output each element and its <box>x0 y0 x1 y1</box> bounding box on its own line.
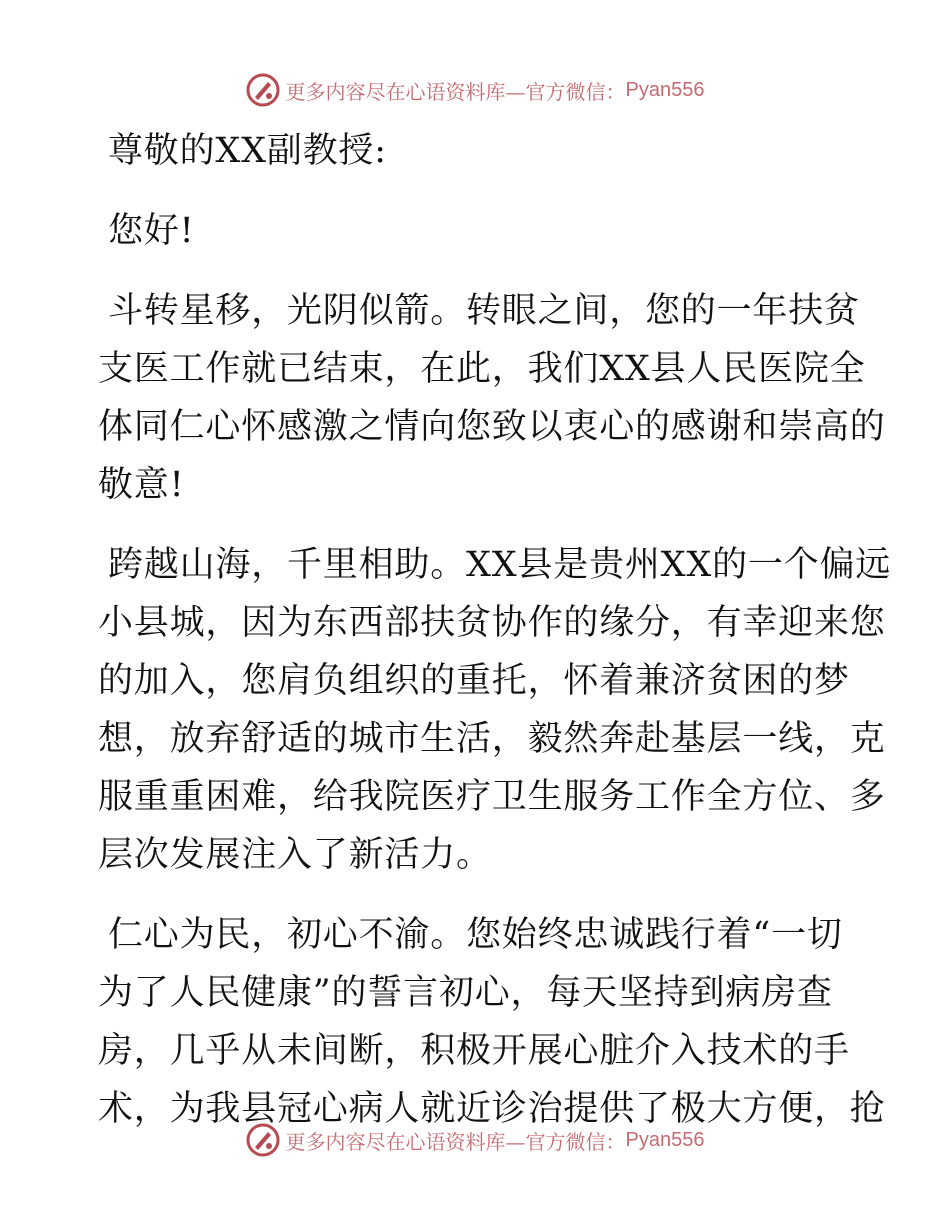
paragraph-line: 斗转星移，光阴似箭。转眼之间，您的一年扶贫 <box>108 291 860 331</box>
paragraph-line: 仁心为民，初心不渝。您始终忠诚践行着“一切 <box>108 915 843 955</box>
paragraph-line: 房，几乎从未间断，积极开展心脏介入技术的手 <box>98 1031 850 1071</box>
paragraph-1 <box>98 282 886 514</box>
watermark-id: Pyan556 <box>625 78 705 101</box>
paragraph-line: 支医工作就已结束，在此，我们XX县人民医院全 <box>98 349 866 389</box>
paragraph-line: 的加入，您肩负组织的重托，怀着兼济贫困的梦 <box>98 661 850 701</box>
logo-icon <box>246 1123 280 1157</box>
watermark-id: Pyan556 <box>625 1128 705 1151</box>
paragraph-line: 服重重困难，给我院医疗卫生服务工作全方位、多 <box>98 777 886 817</box>
letter-body <box>98 122 892 1138</box>
watermark-text: 更多内容尽在心语资料库—官方微信： <box>285 79 626 104</box>
paragraph-line: 层次发展注入了新活力。 <box>98 835 492 875</box>
greeting: 您好! <box>108 211 195 251</box>
paragraph-2 <box>98 536 892 884</box>
watermark-header <box>0 70 950 110</box>
paragraph-3 <box>98 906 886 1138</box>
paragraph-line: 体同仁心怀感激之情向您致以衷心的感谢和崇高的 <box>98 407 886 447</box>
paragraph-line: 敬意! <box>98 465 185 505</box>
paragraph-line: 跨越山海，千里相助。XX县是贵州XX的一个偏远 <box>108 545 892 585</box>
salutation: 尊敬的XX副教授: <box>108 131 387 171</box>
paragraph-line: 为了人民健康”的誓言初心，每天坚持到病房查 <box>98 973 833 1013</box>
logo-icon <box>246 73 280 107</box>
paragraph-line: 想，放弃舒适的城市生活，毅然奔赴基层一线，克 <box>98 719 886 759</box>
paragraph-line: 术，为我县冠心病人就近诊治提供了极大方便，抢 <box>98 1089 886 1129</box>
paragraph-line: 小县城，因为东西部扶贫协作的缘分，有幸迎来您 <box>98 603 886 643</box>
watermark-text: 更多内容尽在心语资料库—官方微信： <box>285 1129 626 1154</box>
watermark-footer <box>0 1120 950 1160</box>
